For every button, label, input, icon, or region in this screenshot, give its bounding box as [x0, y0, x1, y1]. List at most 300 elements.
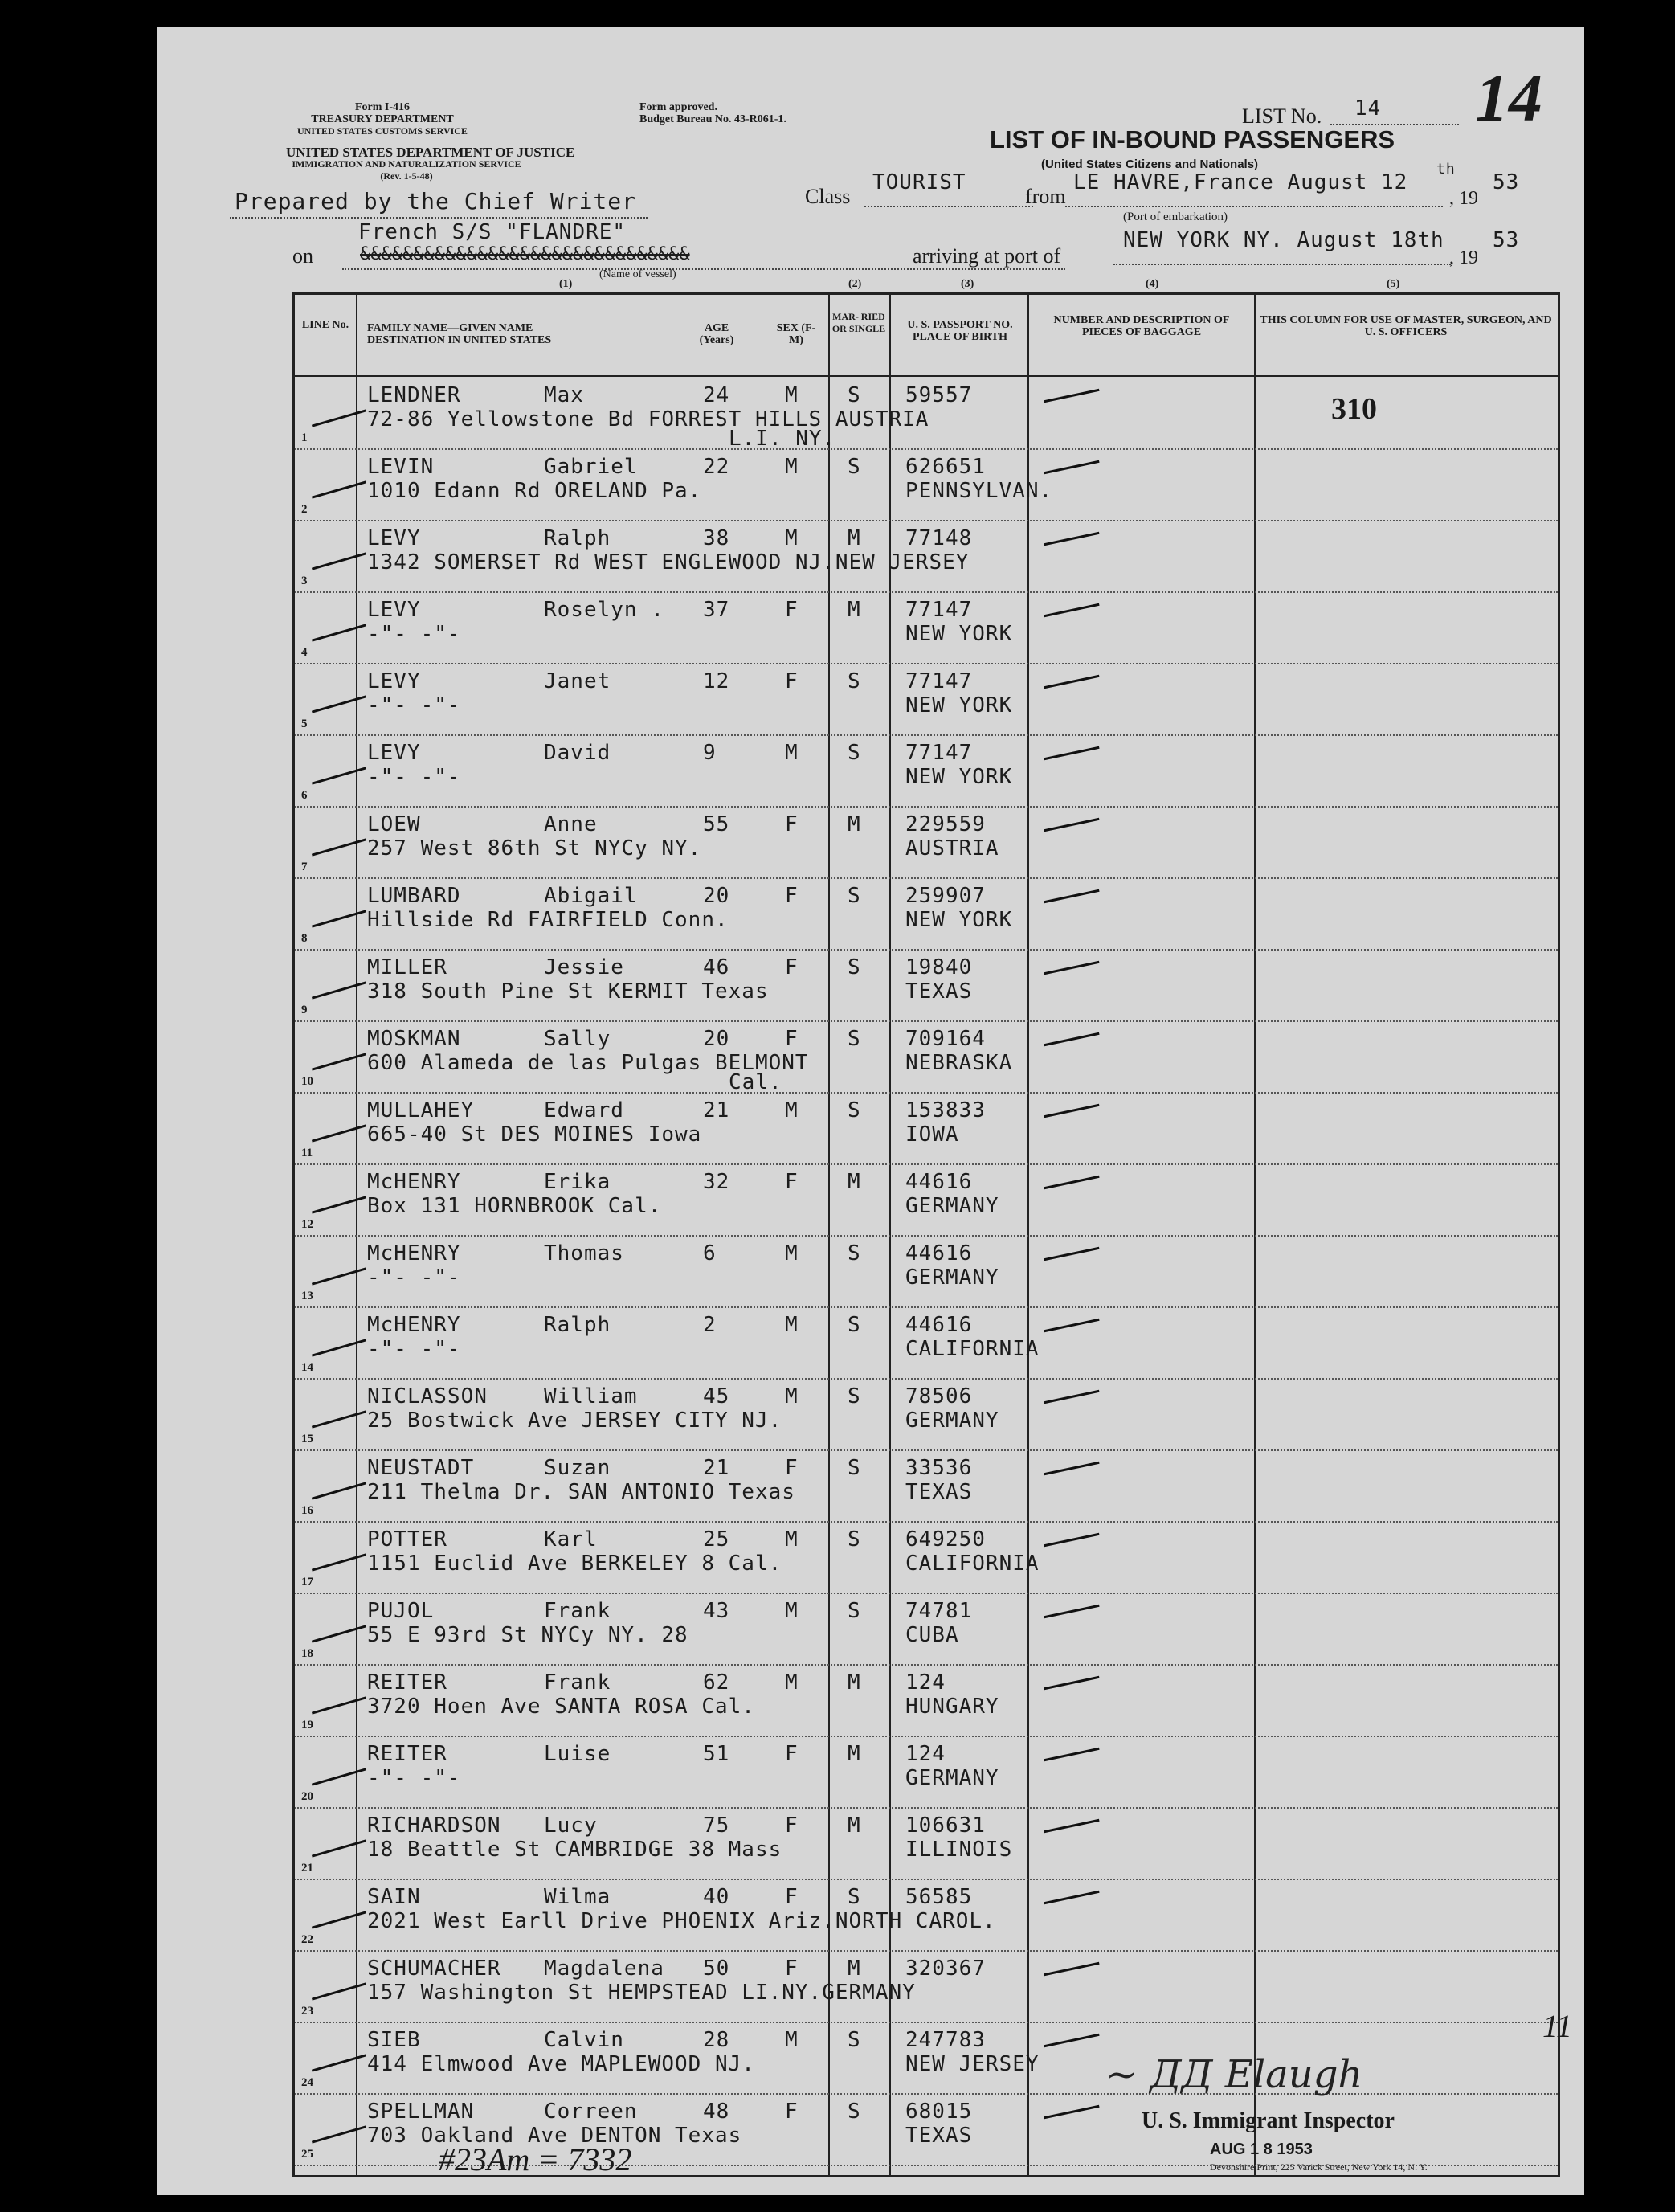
marital-status: M — [848, 1670, 861, 1695]
passport-no: 68015 — [905, 2100, 973, 2124]
table-header — [295, 295, 1558, 377]
class-value: TOURIST — [872, 170, 966, 194]
col-number-4: (4) — [1146, 278, 1159, 290]
place-of-birth: TEXAS — [905, 1480, 973, 1504]
check-mark — [312, 2054, 366, 2071]
age: 40 — [703, 1885, 730, 1909]
table-row — [295, 1092, 1558, 1165]
col-number-1: (1) — [559, 278, 573, 290]
destination: 600 Alameda de las Pulgas BELMONT — [367, 1051, 809, 1075]
age: 50 — [703, 1956, 730, 1981]
check-mark — [1044, 889, 1099, 903]
destination: 318 South Pine St KERMIT Texas — [367, 979, 769, 1004]
family-name: SPELLMAN — [367, 2100, 475, 2124]
sex: M — [785, 1670, 799, 1695]
arriving-label: arriving at port of — [913, 244, 1061, 268]
check-mark — [1044, 961, 1099, 975]
line-number: 7 — [301, 861, 308, 873]
given-name: William — [544, 1384, 638, 1409]
check-mark — [312, 409, 366, 427]
col-number-2: (2) — [848, 278, 862, 290]
port-embarkation-label: (Port of embarkation) — [1123, 211, 1228, 223]
margin-note: 11 — [1542, 2008, 1573, 2044]
sex: M — [785, 526, 799, 550]
marital-status: S — [848, 1027, 861, 1051]
check-mark — [1044, 2105, 1099, 2119]
passport-no: 124 — [905, 1670, 946, 1695]
family-name: LEVIN — [367, 455, 435, 479]
destination: 2021 West Earll Drive PHOENIX Ariz.NORTH CAROL. — [367, 1909, 996, 1933]
class-underline — [864, 206, 1033, 207]
check-mark — [312, 2125, 366, 2143]
family-name: LUMBARD — [367, 884, 461, 908]
destination: -"- -"- — [367, 693, 461, 718]
table-row — [295, 806, 1558, 879]
marital-status: S — [848, 2100, 861, 2124]
marital-status: M — [848, 1956, 861, 1981]
destination: 1010 Edann Rd ORELAND Pa. — [367, 479, 702, 503]
passport-no: 259907 — [905, 884, 986, 908]
family-name: SAIN — [367, 1885, 421, 1909]
check-mark — [312, 480, 366, 498]
from-underline — [1065, 206, 1443, 207]
given-name: Magdalena — [544, 1956, 664, 1981]
check-mark — [1044, 1962, 1099, 1976]
age: 48 — [703, 2100, 730, 2124]
line-number: 18 — [301, 1647, 313, 1660]
family-name: McHENRY — [367, 1170, 461, 1194]
header-name: FAMILY NAME—GIVEN NAME DESTINATION IN UNITED STATES — [367, 322, 552, 346]
sex: M — [785, 1384, 799, 1409]
destination: 257 West 86th St NYCy NY. — [367, 836, 702, 861]
check-mark — [312, 1982, 366, 2000]
sex: F — [785, 1742, 799, 1766]
passenger-table — [292, 292, 1560, 2177]
destination: 211 Thelma Dr. SAN ANTONIO Texas — [367, 1480, 795, 1504]
marital-status: S — [848, 955, 861, 979]
sex: M — [785, 1098, 799, 1122]
family-name: McHENRY — [367, 1313, 461, 1337]
table-row — [295, 377, 1558, 450]
inspector-signature: ~ ДД Elaugh — [1105, 2052, 1363, 2097]
passport-no: 124 — [905, 1742, 946, 1766]
check-mark — [312, 1625, 366, 1642]
age: 2 — [703, 1313, 717, 1337]
passport-no: 77147 — [905, 741, 973, 765]
sex: F — [785, 2100, 799, 2124]
check-mark — [1044, 389, 1099, 403]
destination: 55 E 93rd St NYCy NY. 28 — [367, 1623, 688, 1647]
place-of-birth: NEBRASKA — [905, 1051, 1013, 1075]
from-year: 53 — [1493, 170, 1520, 194]
family-name: NEUSTADT — [367, 1456, 475, 1480]
line-number: 21 — [301, 1862, 313, 1875]
check-mark — [312, 1839, 366, 1857]
destination: 414 Elmwood Ave MAPLEWOOD NJ. — [367, 2052, 755, 2076]
budget-approval: Form approved. Budget Bureau No. 43-R061-1. — [639, 101, 786, 125]
sex: M — [785, 1313, 799, 1337]
sex: F — [785, 1170, 799, 1194]
line-number: 13 — [301, 1290, 313, 1302]
table-row — [295, 2022, 1558, 2095]
passport-no: 77148 — [905, 526, 973, 550]
passport-no: 19840 — [905, 955, 973, 979]
table-row — [295, 1449, 1558, 1523]
sex: M — [785, 455, 799, 479]
passport-no: 77147 — [905, 598, 973, 622]
place-of-birth: PENNSYLVAN. — [905, 479, 1053, 503]
line-number: 20 — [301, 1790, 313, 1803]
table-row — [295, 1163, 1558, 1237]
check-mark — [1044, 1819, 1099, 1833]
marital-status: S — [848, 1885, 861, 1909]
given-name: Ralph — [544, 526, 611, 550]
marital-status: S — [848, 1527, 861, 1552]
age: 32 — [703, 1170, 730, 1194]
check-mark — [312, 1696, 366, 1714]
sex: F — [785, 598, 799, 622]
marital-status: M — [848, 598, 861, 622]
age: 45 — [703, 1384, 730, 1409]
table-row — [295, 949, 1558, 1022]
age: 20 — [703, 1027, 730, 1051]
place-of-birth: GERMANY — [905, 1265, 999, 1290]
age: 12 — [703, 669, 730, 693]
check-mark — [1044, 1032, 1099, 1046]
sex: M — [785, 1241, 799, 1265]
place-of-birth: GERMANY — [905, 1766, 999, 1790]
table-row — [295, 520, 1558, 593]
passport-no: 56585 — [905, 1885, 973, 1909]
passport-no: 626651 — [905, 455, 986, 479]
line-number: 22 — [301, 1933, 313, 1946]
col-number-3: (3) — [961, 278, 974, 290]
sex: F — [785, 884, 799, 908]
table-row — [295, 877, 1558, 951]
vessel-strikeout: &&&&&&&&&&&&&&&&&&&&&&&&&&&&&&& — [360, 244, 690, 264]
family-name: SIEB — [367, 2028, 421, 2052]
check-mark — [1044, 1533, 1099, 1547]
passport-no: 44616 — [905, 1313, 973, 1337]
place-of-birth: IOWA — [905, 1122, 959, 1147]
check-mark — [1044, 1891, 1099, 1904]
place-of-birth: GERMANY — [905, 1409, 999, 1433]
age: 28 — [703, 2028, 730, 2052]
family-name: POTTER — [367, 1527, 447, 1552]
given-name: David — [544, 741, 611, 765]
line-number: 23 — [301, 2005, 313, 2018]
given-name: Gabriel — [544, 455, 638, 479]
list-no-label: LIST No. — [1242, 104, 1322, 128]
passport-no: 77147 — [905, 669, 973, 693]
given-name: Max — [544, 383, 584, 407]
destination: 18 Beattle St CAMBRIDGE 38 Mass — [367, 1838, 782, 1862]
age: 55 — [703, 812, 730, 836]
check-mark — [1044, 1104, 1099, 1118]
marital-status: S — [848, 455, 861, 479]
given-name: Edward — [544, 1098, 624, 1122]
destination: -"- -"- — [367, 1265, 461, 1290]
given-name: Anne — [544, 812, 598, 836]
place-of-birth: HUNGARY — [905, 1695, 999, 1719]
col-number-5: (5) — [1387, 278, 1400, 290]
given-name: Calvin — [544, 2028, 624, 2052]
passport-no: 649250 — [905, 1527, 986, 1552]
inspector-title: U. S. Immigrant Inspector — [1142, 2108, 1395, 2133]
place-of-birth: ILLINOIS — [905, 1838, 1013, 1862]
form-id-block: Form I-416 TREASURY DEPARTMENT UNITED STATES CUSTOMS SERVICE — [297, 101, 468, 137]
line-number: 10 — [301, 1075, 313, 1088]
check-mark — [312, 624, 366, 641]
check-mark — [312, 910, 366, 927]
line-number: 11 — [301, 1147, 313, 1159]
age: 25 — [703, 1527, 730, 1552]
table-row — [295, 663, 1558, 736]
sex: M — [785, 1599, 799, 1623]
check-mark — [312, 1410, 366, 1428]
age: 43 — [703, 1599, 730, 1623]
family-name: RICHARDSON — [367, 1813, 501, 1838]
sex: F — [785, 1813, 799, 1838]
marital-status: M — [848, 1170, 861, 1194]
age: 51 — [703, 1742, 730, 1766]
check-mark — [1044, 2034, 1099, 2047]
from-label: from — [1025, 185, 1066, 208]
place-of-birth: AUSTRIA — [905, 836, 999, 861]
age: 24 — [703, 383, 730, 407]
marital-status: S — [848, 1384, 861, 1409]
destination: Box 131 HORNBROOK Cal. — [367, 1194, 662, 1218]
table-row — [295, 591, 1558, 664]
check-mark — [1044, 460, 1099, 474]
sex: F — [785, 812, 799, 836]
sex: F — [785, 669, 799, 693]
destination: -"- -"- — [367, 1766, 461, 1790]
line-number: 19 — [301, 1719, 313, 1732]
prepared-by: Prepared by the Chief Writer — [235, 188, 637, 215]
family-name: LENDNER — [367, 383, 461, 407]
destination-cont: L.I. NY. — [729, 427, 836, 451]
sex: M — [785, 741, 799, 765]
marital-status: M — [848, 812, 861, 836]
table-row — [295, 734, 1558, 808]
arriving-underline — [1113, 264, 1451, 265]
table-row — [295, 1950, 1558, 2023]
marital-status: S — [848, 2028, 861, 2052]
place-of-birth: CALIFORNIA — [905, 1337, 1040, 1361]
vessel-name: French S/S "FLANDRE" — [358, 220, 627, 244]
prepared-underline — [230, 217, 648, 219]
document-page — [157, 27, 1584, 2195]
header-married: MAR- RIED OR SINGLE — [831, 311, 886, 334]
check-mark — [312, 1482, 366, 1499]
marital-status: M — [848, 526, 861, 550]
table-row — [295, 448, 1558, 521]
age: 38 — [703, 526, 730, 550]
marital-status: S — [848, 741, 861, 765]
given-name: Erika — [544, 1170, 611, 1194]
age: 46 — [703, 955, 730, 979]
destination: 157 Washington St HEMPSTEAD LI.NY.GERMANY — [367, 1981, 916, 2005]
sex: F — [785, 1027, 799, 1051]
passport-no: 33536 — [905, 1456, 973, 1480]
marital-status: S — [848, 383, 861, 407]
given-name: Thomas — [544, 1241, 624, 1265]
table-row — [295, 1521, 1558, 1594]
check-mark — [312, 552, 366, 570]
line-number: 17 — [301, 1576, 313, 1588]
age: 37 — [703, 598, 730, 622]
sex: F — [785, 1456, 799, 1480]
line-number: 1 — [301, 431, 308, 444]
family-name: LEVY — [367, 741, 421, 765]
check-mark — [312, 1053, 366, 1070]
age: 75 — [703, 1813, 730, 1838]
passport-no: 44616 — [905, 1241, 973, 1265]
place-of-birth: NEW JERSEY — [905, 2052, 1040, 2076]
table-row — [295, 1736, 1558, 1809]
place-of-birth: TEXAS — [905, 979, 973, 1004]
table-row — [295, 1378, 1558, 1451]
age: 20 — [703, 884, 730, 908]
on-label: on — [292, 244, 313, 268]
family-name: LOEW — [367, 812, 421, 836]
line-number: 5 — [301, 718, 308, 730]
table-row — [295, 1664, 1558, 1737]
header-line-no: LINE No. — [301, 319, 349, 331]
place-of-birth: NEW YORK — [905, 908, 1013, 932]
line-number: 14 — [301, 1361, 313, 1374]
header-sex: SEX (F-M) — [776, 322, 816, 346]
justice-block: UNITED STATES DEPARTMENT OF JUSTICE IMMIGRATION AND NATURALIZATION SERVICE (Rev. 1-5-48) — [286, 145, 575, 182]
passport-no: 78506 — [905, 1384, 973, 1409]
line-number: 16 — [301, 1504, 313, 1517]
list-no-value: 14 — [1354, 96, 1382, 121]
table-row — [295, 1879, 1558, 1952]
line-number: 2 — [301, 503, 308, 516]
vessel-label: (Name of vessel) — [599, 268, 676, 280]
place-of-birth: GERMANY — [905, 1194, 999, 1218]
check-mark — [1044, 675, 1099, 689]
arriving-year: 53 — [1493, 228, 1520, 252]
sex: F — [785, 1885, 799, 1909]
check-mark — [1044, 1176, 1099, 1189]
passport-no: 106631 — [905, 1813, 986, 1838]
destination: 3720 Hoen Ave SANTA ROSA Cal. — [367, 1695, 755, 1719]
age: 6 — [703, 1241, 717, 1265]
given-name: Frank — [544, 1599, 611, 1623]
table-row — [295, 1807, 1558, 1880]
arriving-year-prefix: , 19 — [1449, 247, 1478, 268]
arriving-value: NEW YORK NY. August 18th — [1123, 228, 1444, 252]
age: 62 — [703, 1670, 730, 1695]
given-name: Frank — [544, 1670, 611, 1695]
marital-status: M — [848, 1813, 861, 1838]
passport-no: 320367 — [905, 1956, 986, 1981]
destination: 1151 Euclid Ave BERKELEY 8 Cal. — [367, 1552, 782, 1576]
page-title: LIST OF IN-BOUND PASSENGERS — [990, 125, 1395, 153]
destination: 703 Oakland Ave DENTON Texas — [367, 2124, 742, 2148]
check-mark — [312, 1124, 366, 1142]
from-superscript: th — [1436, 161, 1456, 178]
place-of-birth: CALIFORNIA — [905, 1552, 1040, 1576]
marital-status: S — [848, 1313, 861, 1337]
check-mark — [312, 1339, 366, 1356]
given-name: Ralph — [544, 1313, 611, 1337]
family-name: REITER — [367, 1742, 447, 1766]
check-mark — [1044, 1748, 1099, 1761]
given-name: Luise — [544, 1742, 611, 1766]
age: 22 — [703, 455, 730, 479]
check-mark — [312, 1196, 366, 1213]
header-age: AGE (Years) — [699, 322, 734, 346]
place-of-birth: NEW YORK — [905, 693, 1013, 718]
family-name: PUJOL — [367, 1599, 435, 1623]
sex: M — [785, 1527, 799, 1552]
given-name: Suzan — [544, 1456, 611, 1480]
place-of-birth: TEXAS — [905, 2124, 973, 2148]
family-name: SCHUMACHER — [367, 1956, 501, 1981]
check-mark — [1044, 1390, 1099, 1404]
list-no-stamp: 14 — [1475, 61, 1542, 136]
given-name: Karl — [544, 1527, 598, 1552]
marital-status: S — [848, 1241, 861, 1265]
destination-cont: Cal. — [729, 1070, 782, 1094]
check-mark — [312, 838, 366, 856]
from-year-prefix: , 19 — [1449, 188, 1478, 209]
table-row — [295, 1020, 1558, 1094]
check-mark — [1044, 1462, 1099, 1475]
marital-status: S — [848, 669, 861, 693]
destination: -"- -"- — [367, 622, 461, 646]
given-name: Sally — [544, 1027, 611, 1051]
check-mark — [312, 1267, 366, 1285]
marital-status: S — [848, 884, 861, 908]
check-mark — [312, 981, 366, 999]
destination: 25 Bostwick Ave JERSEY CITY NJ. — [367, 1409, 782, 1433]
passport-no: 153833 — [905, 1098, 986, 1122]
marital-status: S — [848, 1456, 861, 1480]
passport-no: 709164 — [905, 1027, 986, 1051]
marital-status: S — [848, 1599, 861, 1623]
check-mark — [1044, 1605, 1099, 1618]
check-mark — [312, 1911, 366, 1928]
destination: 665-40 St DES MOINES Iowa — [367, 1122, 702, 1147]
marital-status: S — [848, 1098, 861, 1122]
passport-no: 74781 — [905, 1599, 973, 1623]
header-passport: U. S. PASSPORT NO. PLACE OF BIRTH — [907, 319, 1013, 343]
printer-imprint: Devonshire Print, 225 Varick Street, New York 14, N. Y. — [1210, 2161, 1428, 2173]
family-name: McHENRY — [367, 1241, 461, 1265]
table-row — [295, 1235, 1558, 1308]
sex: F — [785, 1956, 799, 1981]
passport-no: 247783 — [905, 2028, 986, 2052]
family-name: REITER — [367, 1670, 447, 1695]
officer-note: 310 — [1331, 392, 1377, 426]
check-mark — [1044, 603, 1099, 617]
given-name: Lucy — [544, 1813, 598, 1838]
date-stamp: AUG 1 8 1953 — [1210, 2140, 1313, 2158]
given-name: Wilma — [544, 1885, 611, 1909]
table-row — [295, 1306, 1558, 1380]
marital-status: M — [848, 1742, 861, 1766]
from-value: LE HAVRE,France August 12 — [1073, 170, 1408, 194]
check-mark — [1044, 1319, 1099, 1332]
check-mark — [1044, 818, 1099, 832]
check-mark — [312, 1553, 366, 1571]
given-name: Roselyn . — [544, 598, 664, 622]
vessel-underline — [342, 268, 1065, 270]
